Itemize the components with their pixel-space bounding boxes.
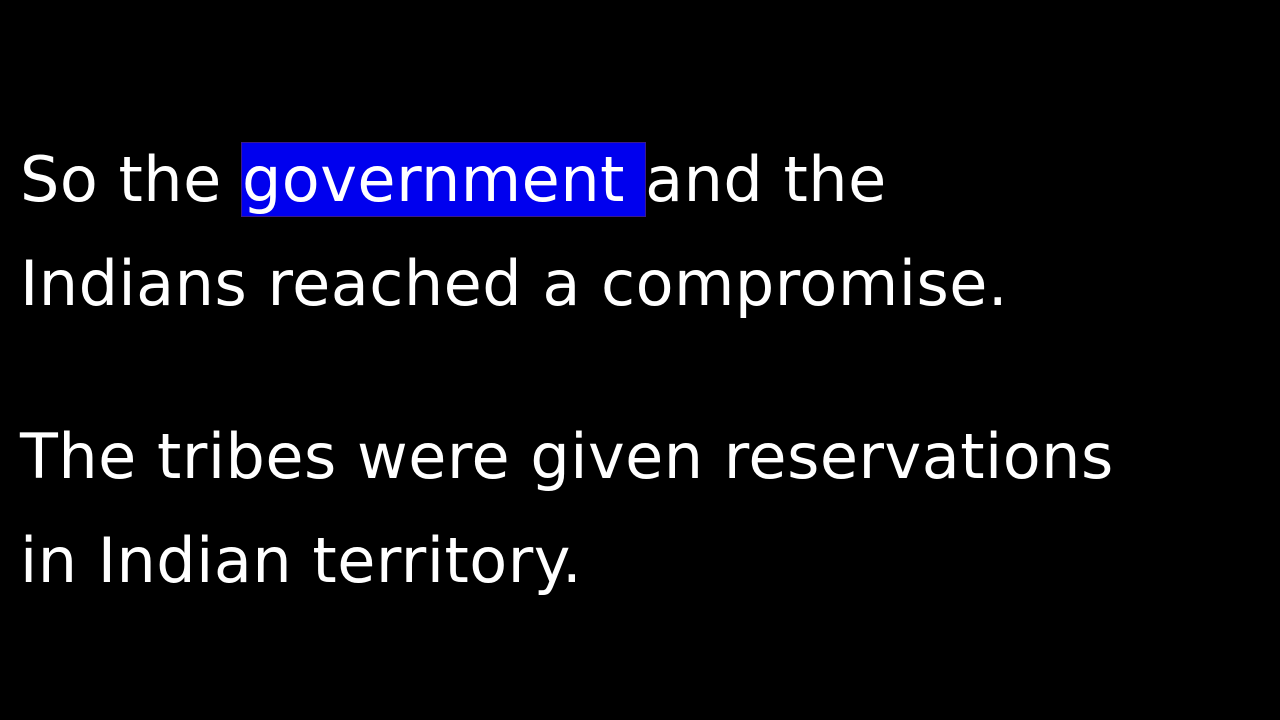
highlighted-word: government [241,143,646,216]
caption-text-after-highlight: and the [645,143,887,216]
caption-line-2: Indians reached a compromise. [20,247,1009,320]
caption-text-before-highlight: So the [20,143,242,216]
caption-line-3: The tribes were given reservations [20,420,1114,493]
caption-line-1 [20,141,887,219]
caption-line-4: in Indian territory. [20,524,583,597]
